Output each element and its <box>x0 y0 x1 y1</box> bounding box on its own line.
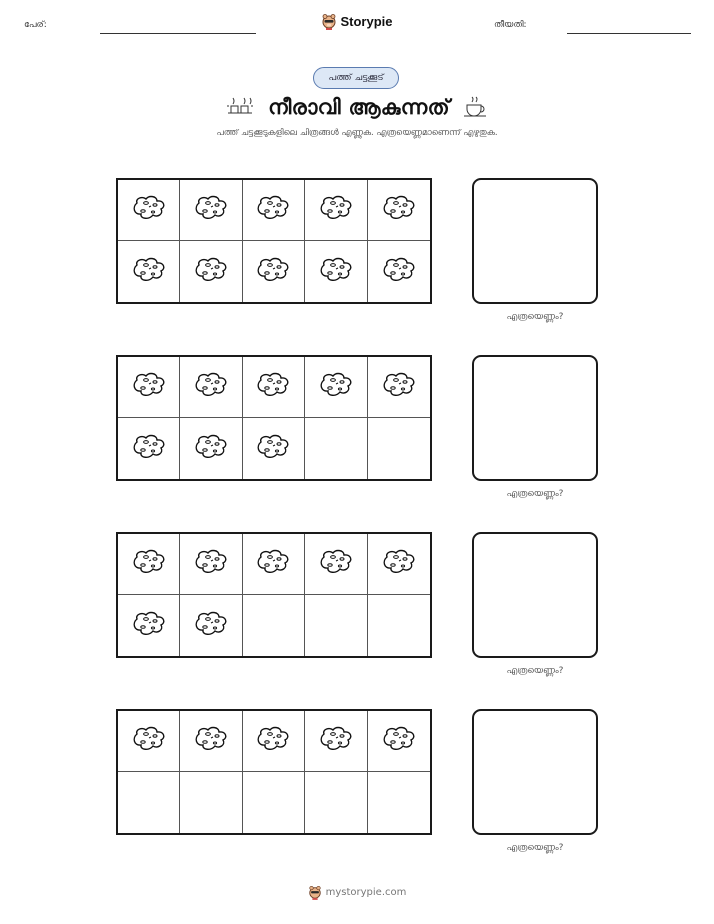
name-label: പേര്: <box>24 20 47 30</box>
rock-icon <box>191 547 231 581</box>
rock-icon <box>191 609 231 643</box>
rock-icon <box>379 370 419 404</box>
answer-box[interactable] <box>472 355 598 481</box>
ten-frame-cell <box>180 241 242 302</box>
rock-icon <box>316 370 356 404</box>
footer-site: mystorypie.com <box>325 886 407 898</box>
ten-frame-cell <box>368 357 430 418</box>
answer-box[interactable] <box>472 532 598 658</box>
ten-frame-cell <box>180 357 242 418</box>
rock-icon <box>129 193 169 227</box>
ten-frame-cell <box>305 180 367 241</box>
rock-icon <box>253 193 293 227</box>
ten-frame <box>116 178 432 304</box>
ten-frame-cell <box>368 418 430 479</box>
rock-icon <box>253 370 293 404</box>
ten-frame-cell <box>368 711 430 772</box>
how-many-label: എത്രയെണ്ണം? <box>506 666 564 676</box>
how-many-label: എത്രയെണ്ണം? <box>506 843 564 853</box>
ten-frame-cell <box>305 534 367 595</box>
ten-frame-cell <box>180 418 242 479</box>
rock-icon <box>316 547 356 581</box>
ten-frame-cell <box>243 534 305 595</box>
ten-frame-cell <box>118 180 180 241</box>
tea-cup-icon <box>462 95 490 119</box>
rock-icon <box>191 255 231 289</box>
ten-frame-cell <box>118 534 180 595</box>
ten-frame-cell <box>180 534 242 595</box>
rock-icon <box>379 724 419 758</box>
ten-frame <box>116 355 432 481</box>
worksheet-title: നീരാവി ആകുന്നത് <box>268 94 450 119</box>
rock-icon <box>129 547 169 581</box>
rock-icon <box>253 255 293 289</box>
ten-frame-cell <box>243 418 305 479</box>
ten-frame-cell <box>368 534 430 595</box>
rock-icon <box>191 724 231 758</box>
ten-frame-cell <box>305 772 367 833</box>
name-line[interactable] <box>100 33 256 34</box>
ten-frame-cell <box>243 595 305 656</box>
ten-frame-cell <box>180 180 242 241</box>
rock-icon <box>129 724 169 758</box>
ten-frame <box>116 532 432 658</box>
ten-frame-cell <box>118 711 180 772</box>
answer-box[interactable] <box>472 178 598 304</box>
ten-frame-cell <box>243 772 305 833</box>
storypie-mascot-icon <box>321 12 337 30</box>
ten-frame-cell <box>118 595 180 656</box>
ten-frame-cell <box>180 595 242 656</box>
rock-icon <box>191 370 231 404</box>
rock-icon <box>316 255 356 289</box>
ten-frame-cell <box>305 241 367 302</box>
title-row <box>0 92 714 122</box>
rock-icon <box>191 432 231 466</box>
ten-frame-cell <box>368 772 430 833</box>
rock-icon <box>316 193 356 227</box>
ten-frame-cell <box>305 357 367 418</box>
brand-name: Storypie <box>340 13 393 29</box>
rock-icon <box>191 193 231 227</box>
rock-icon <box>129 255 169 289</box>
date-label: തീയതി: <box>494 20 527 30</box>
ten-frame-cell <box>118 772 180 833</box>
rock-icon <box>316 724 356 758</box>
rock-icon <box>253 547 293 581</box>
ten-frame-cell <box>243 180 305 241</box>
rock-icon <box>379 193 419 227</box>
rock-icon <box>379 255 419 289</box>
ten-frame-cell <box>243 711 305 772</box>
storypie-mascot-icon <box>308 884 322 900</box>
ten-frame-cell <box>180 772 242 833</box>
ten-frame-cell <box>305 595 367 656</box>
ten-frame-cell <box>368 595 430 656</box>
ten-frame <box>116 709 432 835</box>
rock-icon <box>129 432 169 466</box>
ten-frame-cell <box>118 357 180 418</box>
footer <box>0 884 714 900</box>
brand-logo <box>0 12 714 30</box>
topic-badge: പത്ത് ചട്ടക്കൂട് <box>313 67 399 89</box>
rock-icon <box>253 724 293 758</box>
rock-icon <box>379 547 419 581</box>
ten-frame-cell <box>118 241 180 302</box>
rock-icon <box>253 432 293 466</box>
answer-box[interactable] <box>472 709 598 835</box>
ten-frame-cell <box>243 241 305 302</box>
how-many-label: എത്രയെണ്ണം? <box>506 312 564 322</box>
date-line[interactable] <box>567 33 691 34</box>
ten-frame-cell <box>118 418 180 479</box>
how-many-label: എത്രയെണ്ണം? <box>506 489 564 499</box>
rock-icon <box>129 609 169 643</box>
ten-frame-cell <box>305 711 367 772</box>
ten-frame-cell <box>243 357 305 418</box>
ten-frame-cell <box>368 241 430 302</box>
rock-icon <box>129 370 169 404</box>
steam-kettle-icon <box>224 97 256 117</box>
ten-frame-cell <box>180 711 242 772</box>
ten-frame-cell <box>368 180 430 241</box>
instructions: പത്ത് ചട്ടക്കൂടുകളിലെ ചിത്രങ്ങൾ എണ്ണുക. എത്രയെണ്ണമാണെന്ന് എഴുതുക. <box>216 128 498 138</box>
ten-frame-cell <box>305 418 367 479</box>
